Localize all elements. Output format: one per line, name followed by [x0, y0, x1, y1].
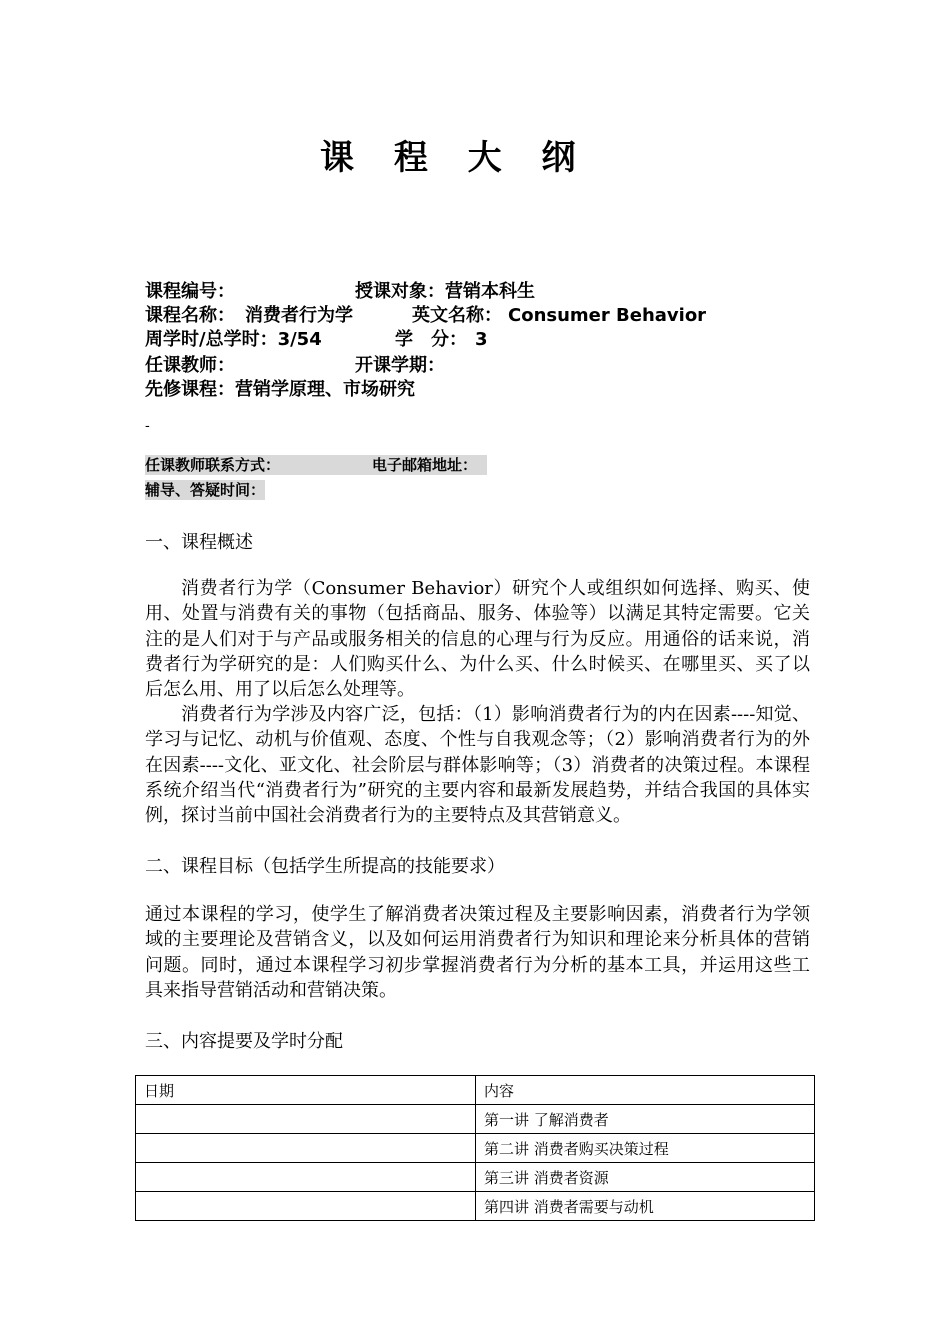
row-content: 第二讲 消费者购买决策过程: [476, 1134, 815, 1163]
english-name-value: Consumer Behavior: [508, 305, 707, 326]
course-name-label: 课程名称：: [145, 305, 235, 326]
contact-label: 任课教师联系方式：: [145, 456, 281, 474]
office-hours-label: 辅导、答疑时间：: [145, 481, 266, 499]
english-name-label: 英文名称：: [412, 305, 502, 326]
credit-value: 3: [475, 329, 488, 350]
section-1-paragraph-1: 消费者行为学（Consumer Behavior）研究个人或组织如何选择、购买、使用、处置与消费有关的事物（包括商品、服务、体验等）以满足其特定需要。它关注的是人们对于与产品或服务相关的信息的心理与行为反应。用通俗的话来说，消费者行为学研究的是：人们购买什么、为什么买、什么时候买、在哪里买、买了以后怎么用、用了以后怎么处理等。: [145, 578, 810, 701]
row-date: [136, 1134, 476, 1163]
row-date: [136, 1163, 476, 1192]
row-content: 第三讲 消费者资源: [476, 1163, 815, 1192]
header-date: 日期: [136, 1076, 476, 1105]
stray-dash: -: [145, 418, 150, 434]
audience: 授课对象：营销本科生: [355, 281, 535, 302]
section-1-paragraph-2: 消费者行为学涉及内容广泛，包括：（1）影响消费者行为的内在因素----知觉、学习与记忆、动机与价值观、态度、个性与自我观念等；（2）影响消费者行为的外在因素----文化、亚文化、社会阶层与群体影响等；（3）消费者的决策过程。本课程系统介绍当代“消费者行为”研究的主要内容和最新发展趋势，并结合我国的具体实例，探讨当前中国社会消费者行为的主要特点及其营销意义。: [145, 704, 810, 827]
table-row: [136, 1163, 815, 1192]
course-code-label: 课程编号：: [145, 281, 235, 302]
prerequisites: 先修课程：营销学原理、市场研究: [145, 379, 415, 400]
email-label: 电子邮箱地址：: [372, 456, 478, 474]
teacher-label: 任课教师：: [145, 355, 235, 376]
section-2-heading: 二、课程目标（包括学生所提高的技能要求）: [145, 856, 505, 877]
hours: 周学时/总学时：3/54: [145, 329, 322, 350]
row-date: [136, 1192, 476, 1221]
course-name-value: 消费者行为学: [245, 305, 353, 326]
table-header-row: [136, 1076, 815, 1105]
section-3-heading: 三、内容提要及学时分配: [145, 1031, 343, 1052]
schedule-table: [135, 1075, 815, 1221]
row-content: 第一讲 了解消费者: [476, 1105, 815, 1134]
semester-label: 开课学期：: [355, 355, 445, 376]
row-date: [136, 1105, 476, 1134]
table-row: [136, 1192, 815, 1221]
header-content: 内容: [476, 1076, 815, 1105]
document-title: 课 程 大 纲: [320, 138, 590, 178]
section-2-paragraph: 通过本课程的学习，使学生了解消费者决策过程及主要影响因素，消费者行为学领域的主要理论及营销含义，以及如何运用消费者行为知识和理论来分析具体的营销问题。同时，通过本课程学习初步掌握消费者行为分析的基本工具，并运用这些工具来指导营销活动和营销决策。: [145, 904, 810, 1001]
row-content: 第四讲 消费者需要与动机: [476, 1192, 815, 1221]
section-1-heading: 一、课程概述: [145, 532, 253, 553]
table-row: [136, 1134, 815, 1163]
credit-label: 学 分：: [395, 329, 467, 350]
table-row: [136, 1105, 815, 1134]
